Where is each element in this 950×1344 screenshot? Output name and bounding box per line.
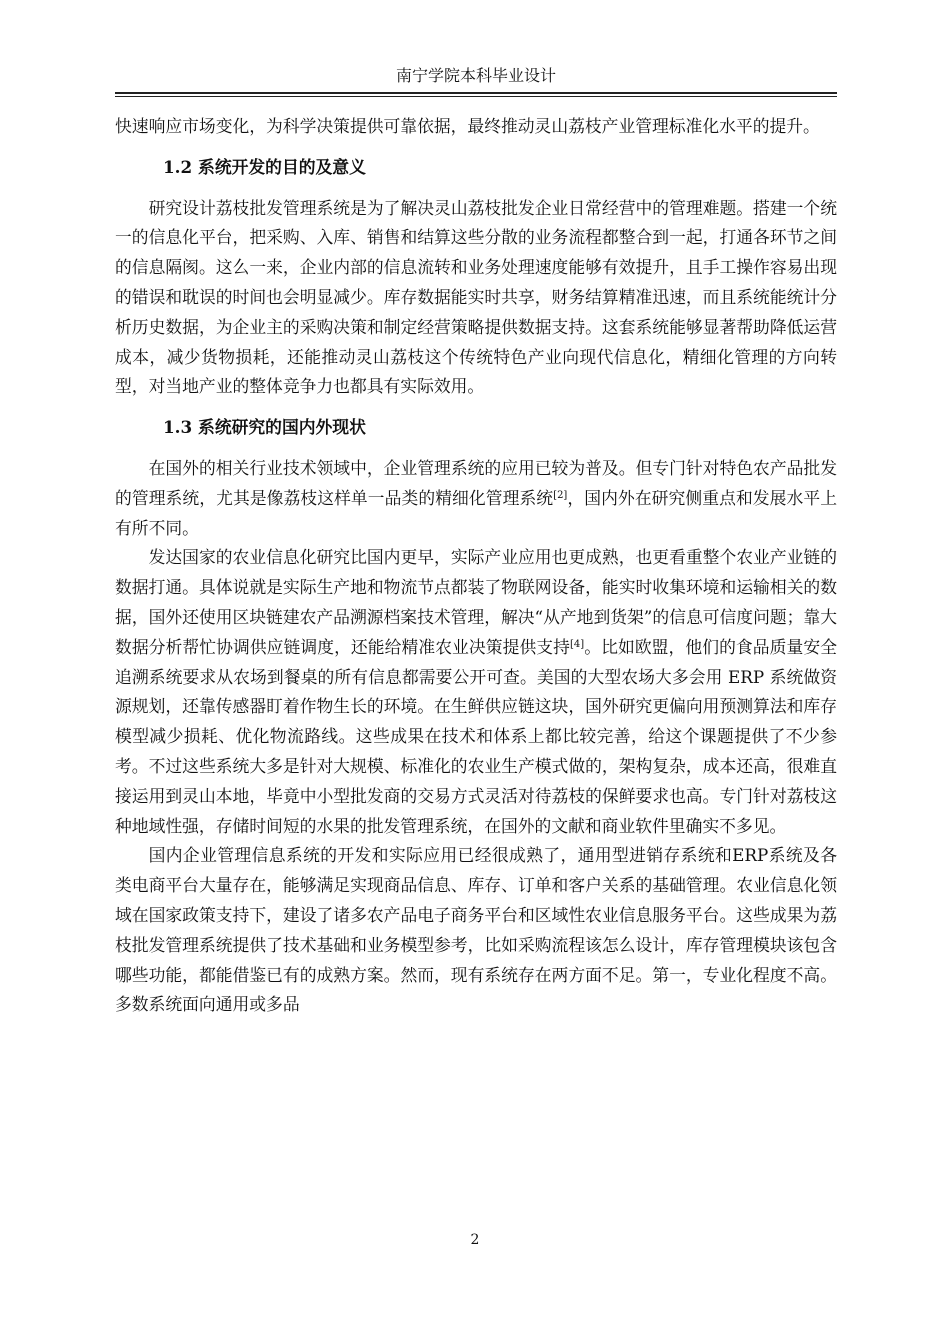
header-rule-thin [115,96,837,97]
paragraph-text: 在国外的相关行业技术领域中，企业管理系统的应用已较为普及。但专门针对特色农产品批发的管理系统，尤其是像荔枝这样单一品类的精细化管理系统 [115,457,837,508]
paragraph-text: 发达国家的农业信息化研究比国内更早，实际产业应用也更成熟，也更看重整个农业产业链的数据打通。具体说就是实际生产地和物流节点都装了物联网设备，能实时收集环境和运输相关的数据，国外还使用区块链建农产品溯源档案技术管理，解决“从产地到货架”的信息可信度问题；靠大数据分析帮忙协调供应链调度，还能给精准农业决策提供支持 [115,547,837,657]
paragraph-domestic-status: 国内企业管理信息系统的开发和实际应用已经很成熟了，通用型进销存系统和ERP系统及各类电商平台大量存在，能够满足实现商品信息、库存、订单和客户关系的基础管理。农业信息化领域在国家政策支持下，建设了诸多农产品电子商务平台和区域性农业信息服务平台。这些成果为荔枝批发管理系统提供了技术基础和业务模型参考，比如采购流程该怎么设计，库存管理模块该包含哪些功能，都能借鉴已有的成熟方案。然而，现有系统存在两方面不足。第一，专业化程度不高。多数系统面向通用或多品 [115,845,837,1015]
section-heading-1-3: 1.3 系统研究的国内外现状 [163,417,366,438]
citation-4: [4] [570,638,585,650]
paragraph-continuation: 快速响应市场变化，为科学决策提供可靠依据，最终推动灵山荔枝产业管理标准化水平的提升。 [115,116,820,136]
paragraph-text: ，国内外在研究侧重点和发展水平上有所不同。 [115,487,837,538]
header-rule [115,92,837,94]
section-heading-1-2: 1.2 系统开发的目的及意义 [163,156,366,177]
paragraph-overview [115,454,837,543]
page-number: 2 [470,1232,480,1248]
body-text [115,112,837,1020]
paragraph-foreign-status [115,543,837,841]
citation-2: [2] [553,489,568,501]
running-header: 南宁学院本科毕业设计 [395,66,556,85]
paragraph-text: 。比如欧盟，他们的食品质量安全追溯系统要求从农场到餐桌的所有信息都需要公开可查。美国的大型农场大多会用 ERP 系统做资源规划，还靠传感器盯着作物生长的环境。在生鲜供应链这块，国外研究更偏向用预测算法和库存模型减少损耗、优化物流路线。这些成果在技术和体系上都比较完善，给这个课题提供了不少参考。不过这些系统大多是针对大规模、标准化的农业生产模式做的，架构复杂，成本还高，很难直接运用到灵山本地，毕竟中小型批发商的交易方式灵活对待荔枝的保鲜要求也高。专门针对荔枝这种地域性强，存储时间短的水果的批发管理系统，在国外的文献和商业软件里确实不多见。 [115,636,837,836]
paragraph-purpose: 研究设计荔枝批发管理系统是为了解决灵山荔枝批发企业日常经营中的管理难题。搭建一个统一的信息化平台，把采购、入库、销售和结算这些分散的业务流程都整合到一起，打通各环节之间的信息隔阂。这么一来，企业内部的信息流转和业务处理速度能够有效提升，且手工操作容易出现的错误和耽误的时间也会明显减少。库存数据能实时共享，财务结算精准迅速，而且系统能统计分析历史数据，为企业主的采购决策和制定经营策略提供数据支持。这套系统能够显著帮助降低运营成本，减少货物损耗，还能推动灵山荔枝这个传统特色产业向现代信息化，精细化管理的方向转型，对当地产业的整体竞争力也都具有实际效用。 [115,197,837,397]
